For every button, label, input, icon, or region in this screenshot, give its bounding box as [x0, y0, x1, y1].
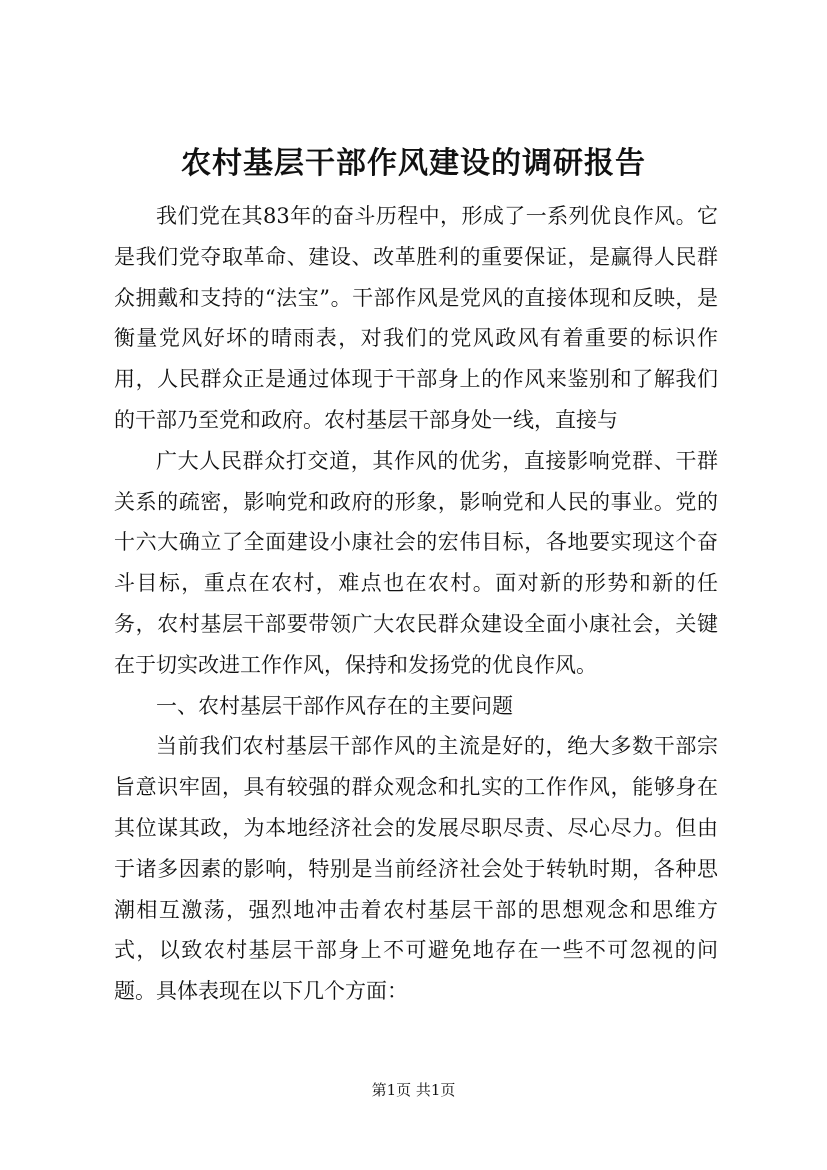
document-body: [114, 196, 718, 1012]
section-heading: 一、农村基层干部作风存在的主要问题: [156, 693, 513, 718]
paragraph-context: 广大人民群众打交道，其作风的优劣，直接影响党群、干群关系的疏密，影响党和政府的形象，影响党和人民的事业。党的十六大确立了全面建设小康社会的宏伟目标，各地要实现这个奋斗目标，重点在农村，难点也在农村。面对新的形势和新的任务，农村基层干部要带领广大农民群众建设全面小康社会，关键在于切实改进工作作风，保持和发扬党的优良作风。: [114, 448, 718, 677]
document-title: 农村基层干部作风建设的调研报告: [181, 146, 646, 181]
paragraph-problems: 当前我们农村基层干部作风的主流是好的，绝大多数干部宗旨意识牢固，具有较强的群众观念和扎实的工作作风，能够身在其位谋其政，为本地经济社会的发展尽职尽责、尽心尽力。但由于诸多因素的影响，特别是当前经济社会处于转轨时期，各种思潮相互激荡，强烈地冲击着农村基层干部的思想观念和思维方式，以致农村基层干部身上不可避免地存在一些不可忽视的问题。具体表现在以下几个方面：: [114, 734, 718, 1004]
page-footer: 第1页 共1页: [371, 1081, 456, 1099]
paragraph-intro: 我们党在其83年的奋斗历程中，形成了一系列优良作风。它是我们党夺取革命、建设、改革胜利的重要保证，是赢得人民群众拥戴和支持的“法宝”。干部作风是党风的直接体现和反映，是衡量党风好坏的晴雨表，对我们的党风政风有着重要的标识作用，人民群众正是通过体现于干部身上的作风来鉴别和了解我们的干部乃至党和政府。农村基层干部身处一线，直接与: [114, 204, 718, 432]
